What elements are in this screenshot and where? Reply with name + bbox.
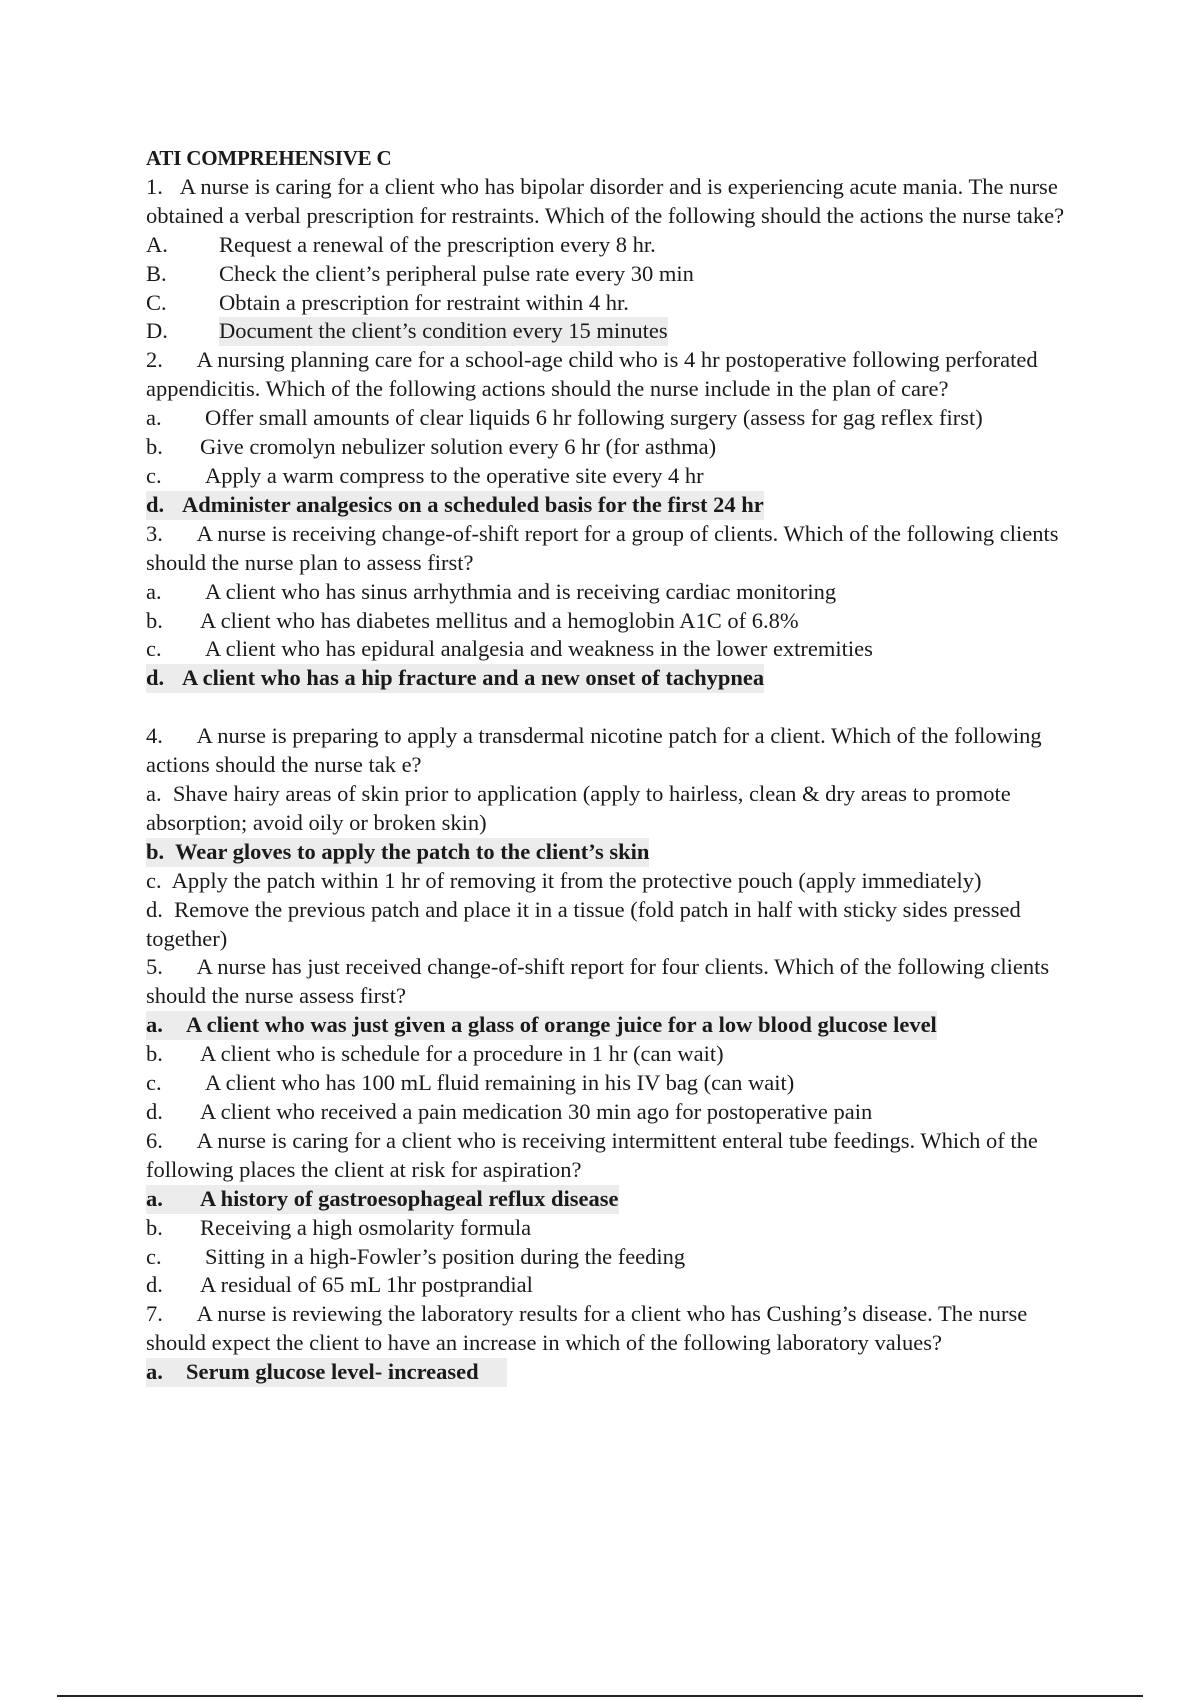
option-6c [146, 1243, 1086, 1272]
option-text: Wear gloves to apply the patch to the client’s skin [174, 838, 650, 864]
option-text: A client who has diabetes mellitus and a hemoglobin A1C of 6.8% [200, 607, 799, 633]
question-4 [146, 722, 1086, 780]
option-text: Administer analgesics on a scheduled basis for the first 24 hr [182, 491, 764, 517]
question-text: A nurse is preparing to apply a transdermal nicotine patch for a client. Which of the following actions should the nurse tak e? [146, 723, 1042, 778]
option-text: Sitting in a high-Fowler’s position during the feeding [205, 1243, 686, 1269]
option-text: Document the client’s condition every 15 minutes [219, 317, 668, 346]
option-label: c. [146, 636, 162, 662]
option-2a [146, 404, 1086, 433]
option-text: Apply the patch within 1 hr of removing it from the protective pouch (apply immediately) [171, 867, 982, 893]
question-text: A nurse is receiving change-of-shift report for a group of clients. Which of the following clients should the nurse plan to assess first? [146, 520, 1059, 575]
option-label: b. [146, 1041, 163, 1067]
question-text: A nurse has just received change-of-shift report for four clients. Which of the following clients should the nurse assess first? [146, 954, 1050, 1009]
option-text: Shave hairy areas of skin prior to application (apply to hairless, clean & dry areas to promote absorption; avoid oily or broken skin) [146, 781, 1011, 835]
question-number: 4. [146, 723, 163, 749]
question-text: A nurse is caring for a client who has bipolar disorder and is experiencing acute mania. The nurse obtained a verbal prescription for restraints. Which of the following should the actions the nurse take? [146, 173, 1065, 228]
option-label: b. [146, 838, 165, 864]
option-1b [146, 260, 1086, 289]
question-number: 7. [146, 1301, 163, 1327]
option-label: d. [146, 1099, 163, 1124]
spacer [146, 693, 1086, 722]
option-text: Remove the previous patch and place it in a tissue (fold patch in half with sticky sides pressed together) [146, 896, 1021, 951]
option-text: A client who has a hip fracture and a new onset of tachypnea [182, 665, 765, 691]
option-text: A residual of 65 mL 1hr postprandial [200, 1272, 533, 1298]
option-3c [146, 635, 1086, 664]
option-label: a. [146, 781, 162, 807]
option-6b [146, 1214, 1086, 1243]
option-label: B. [146, 260, 167, 286]
option-text: Request a renewal of the prescription every 8 hr. [219, 231, 656, 257]
question-number: 6. [146, 1127, 163, 1153]
option-label: D. [146, 318, 168, 344]
option-text: A client who has sinus arrhythmia and is receiving cardiac monitoring [205, 578, 837, 604]
option-2b [146, 433, 1086, 462]
option-label: b. [146, 1214, 163, 1240]
option-label: d. [146, 491, 165, 517]
option-label: c. [146, 1243, 162, 1269]
option-6d [146, 1271, 1086, 1300]
option-5c [146, 1069, 1086, 1098]
option-5a-answer [146, 1011, 1086, 1040]
option-text: A client who was just given a glass of orange juice for a low blood glucose level [186, 1012, 937, 1038]
option-text: Give cromolyn nebulizer solution every 6 hr (for asthma) [200, 434, 717, 460]
page-title: ATI COMPREHENSIVE C [146, 146, 392, 170]
option-text: Serum glucose level- increased [186, 1359, 479, 1385]
option-3a [146, 578, 1086, 607]
option-text: A client who has 100 mL fluid remaining in his IV bag (can wait) [205, 1070, 795, 1096]
option-text: A client who has epidural analgesia and weakness in the lower extremities [205, 636, 873, 662]
option-label: A. [146, 231, 168, 257]
option-label: C. [146, 289, 167, 315]
question-number: 1. [146, 173, 163, 199]
option-3d-answer [146, 664, 1086, 693]
option-label: a. [146, 405, 162, 431]
option-text: Receiving a high osmolarity formula [200, 1214, 532, 1240]
option-text: Offer small amounts of clear liquids 6 hr following surgery (assess for gag reflex first) [205, 405, 983, 431]
option-1a [146, 231, 1086, 260]
option-text: A client who is schedule for a procedure in 1 hr (can wait) [200, 1041, 724, 1067]
option-label: b. [146, 434, 163, 460]
question-text: A nurse is reviewing the laboratory results for a client who has Cushing’s disease. The nurse should expect the client to have an increase in which of the following laboratory values? [146, 1301, 1028, 1356]
option-label: c. [146, 1070, 162, 1096]
question-number: 3. [146, 520, 163, 546]
option-label: a. [146, 578, 162, 604]
question-text: A nursing planning care for a school-age child who is 4 hr postoperative following perforated appendicitis. Which of the following actions should the nurse include in the plan of care? [146, 347, 1038, 402]
option-2c [146, 462, 1086, 491]
option-label: b. [146, 607, 163, 633]
option-5b [146, 1040, 1086, 1069]
option-1c [146, 289, 1086, 318]
question-7 [146, 1300, 1086, 1358]
question-1 [146, 173, 1086, 231]
option-label: a. [146, 1359, 163, 1385]
option-label: d. [146, 1272, 163, 1298]
option-4c [146, 867, 1086, 896]
option-4d [146, 896, 1086, 954]
option-7a-answer [146, 1358, 1086, 1387]
option-text: Apply a warm compress to the operative site every 4 hr [205, 462, 704, 488]
option-label: c. [146, 867, 162, 893]
question-number: 2. [146, 347, 163, 373]
question-2 [146, 346, 1086, 404]
question-text: A nurse is caring for a client who is receiving intermittent enteral tube feedings. Which of the following places the client at risk for aspiration? [146, 1127, 1038, 1182]
question-5 [146, 953, 1086, 1011]
option-text: A client who received a pain medication 30 min ago for postoperative pain [200, 1099, 873, 1124]
option-label: c. [146, 462, 162, 488]
question-6 [146, 1127, 1086, 1185]
option-6a-answer [146, 1185, 1086, 1214]
option-4b-answer [146, 838, 1086, 867]
option-text: A history of gastroesophageal reflux disease [200, 1185, 619, 1211]
option-label: d. [146, 665, 165, 691]
option-label: d. [146, 896, 163, 922]
document-page [146, 144, 1086, 1387]
footer-divider [57, 1695, 1143, 1697]
question-number: 5. [146, 954, 163, 980]
option-1d-answer [146, 317, 1086, 346]
option-4a [146, 780, 1086, 838]
option-2d-answer [146, 491, 1086, 520]
option-label: a. [146, 1185, 163, 1211]
option-text: Check the client’s peripheral pulse rate every 30 min [219, 260, 694, 286]
option-text: Obtain a prescription for restraint within 4 hr. [219, 289, 629, 315]
option-label: a. [146, 1012, 163, 1038]
question-3 [146, 520, 1086, 578]
option-3b [146, 607, 1086, 636]
option-5d [146, 1098, 1086, 1127]
